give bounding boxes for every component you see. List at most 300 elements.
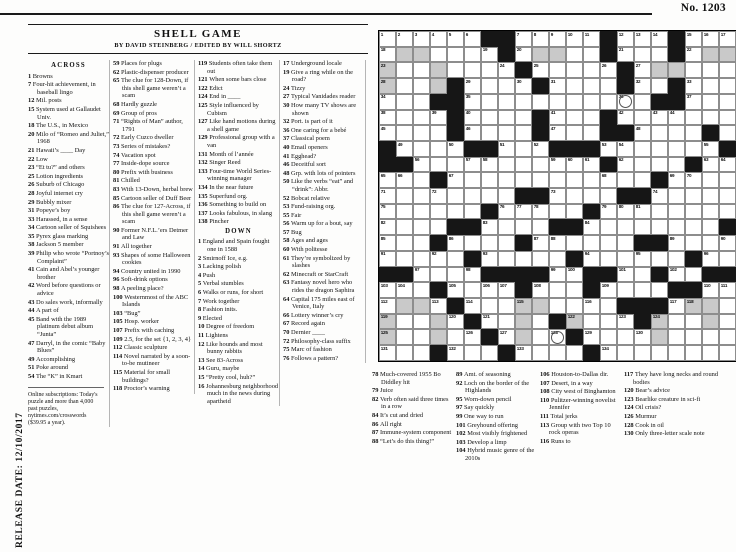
grid-cell[interactable]	[566, 47, 583, 63]
grid-cell[interactable]	[685, 94, 702, 110]
grid-cell[interactable]	[532, 204, 549, 220]
grid-cell[interactable]	[396, 282, 413, 298]
grid-cell[interactable]	[532, 282, 549, 298]
grid-cell[interactable]	[685, 125, 702, 141]
grid-cell[interactable]	[651, 204, 668, 220]
grid-cell[interactable]	[464, 188, 481, 204]
grid-cell[interactable]	[651, 47, 668, 63]
grid-cell[interactable]	[413, 110, 430, 126]
grid-cell[interactable]	[719, 125, 736, 141]
grid-cell[interactable]	[430, 78, 447, 94]
grid-cell[interactable]	[702, 47, 719, 63]
grid-cell[interactable]	[617, 110, 634, 126]
grid-cell[interactable]	[685, 235, 702, 251]
grid-cell[interactable]	[702, 298, 719, 314]
grid-cell[interactable]	[617, 251, 634, 267]
grid-cell[interactable]	[396, 172, 413, 188]
grid-cell[interactable]	[481, 94, 498, 110]
grid-cell[interactable]	[634, 329, 651, 345]
grid-cell[interactable]	[617, 157, 634, 173]
grid-cell[interactable]	[702, 94, 719, 110]
grid-cell[interactable]	[702, 235, 719, 251]
grid-cell[interactable]	[600, 204, 617, 220]
grid-cell[interactable]	[685, 78, 702, 94]
grid-cell[interactable]	[413, 172, 430, 188]
grid-cell[interactable]	[668, 125, 685, 141]
grid-cell[interactable]	[532, 62, 549, 78]
grid-cell[interactable]	[719, 31, 736, 47]
grid-cell[interactable]	[464, 31, 481, 47]
grid-cell[interactable]	[566, 314, 583, 330]
grid-cell[interactable]	[668, 172, 685, 188]
grid-cell[interactable]	[566, 110, 583, 126]
grid-cell[interactable]	[685, 314, 702, 330]
grid-cell[interactable]	[430, 47, 447, 63]
grid-cell[interactable]	[447, 267, 464, 283]
grid-cell[interactable]	[600, 172, 617, 188]
grid-cell[interactable]	[634, 251, 651, 267]
grid-cell[interactable]	[498, 219, 515, 235]
grid-cell[interactable]	[413, 78, 430, 94]
grid-cell[interactable]	[549, 172, 566, 188]
grid-cell[interactable]	[651, 141, 668, 157]
grid-cell[interactable]	[481, 125, 498, 141]
grid-cell[interactable]	[719, 329, 736, 345]
grid-cell[interactable]	[498, 235, 515, 251]
grid-cell[interactable]	[651, 345, 668, 361]
grid-cell[interactable]	[583, 314, 600, 330]
grid-cell[interactable]	[634, 282, 651, 298]
grid-cell[interactable]	[549, 204, 566, 220]
grid-cell[interactable]	[532, 235, 549, 251]
grid-cell[interactable]	[447, 204, 464, 220]
grid-cell[interactable]	[719, 298, 736, 314]
grid-cell[interactable]	[396, 125, 413, 141]
grid-cell[interactable]	[600, 329, 617, 345]
grid-cell[interactable]	[685, 62, 702, 78]
grid-cell[interactable]	[481, 314, 498, 330]
grid-cell[interactable]	[685, 172, 702, 188]
grid-cell[interactable]	[583, 172, 600, 188]
grid-cell[interactable]	[532, 172, 549, 188]
grid-cell[interactable]	[498, 78, 515, 94]
grid-cell[interactable]	[430, 251, 447, 267]
grid-cell[interactable]	[413, 235, 430, 251]
grid-cell[interactable]	[651, 110, 668, 126]
grid-cell[interactable]	[583, 47, 600, 63]
grid-cell[interactable]	[413, 94, 430, 110]
grid-cell[interactable]	[634, 219, 651, 235]
grid-cell[interactable]	[481, 298, 498, 314]
grid-cell[interactable]	[685, 141, 702, 157]
grid-cell[interactable]	[634, 110, 651, 126]
grid-cell[interactable]	[379, 78, 396, 94]
grid-cell[interactable]	[464, 94, 481, 110]
grid-cell[interactable]	[668, 62, 685, 78]
grid-cell[interactable]	[396, 204, 413, 220]
grid-cell[interactable]	[532, 298, 549, 314]
grid-cell[interactable]	[515, 345, 532, 361]
grid-cell[interactable]	[532, 314, 549, 330]
grid-cell[interactable]	[532, 157, 549, 173]
grid-cell[interactable]	[447, 329, 464, 345]
grid-cell[interactable]	[685, 345, 702, 361]
grid-cell[interactable]	[464, 204, 481, 220]
grid-cell[interactable]	[396, 78, 413, 94]
grid-cell[interactable]	[617, 31, 634, 47]
grid-cell[interactable]	[549, 298, 566, 314]
grid-cell[interactable]	[668, 204, 685, 220]
grid-cell[interactable]	[668, 110, 685, 126]
grid-cell[interactable]	[702, 172, 719, 188]
grid-cell[interactable]	[447, 62, 464, 78]
grid-cell[interactable]	[702, 157, 719, 173]
grid-cell[interactable]	[379, 94, 396, 110]
grid-cell[interactable]	[515, 78, 532, 94]
grid-cell[interactable]	[430, 298, 447, 314]
grid-cell[interactable]	[634, 345, 651, 361]
grid-cell[interactable]	[719, 78, 736, 94]
grid-cell[interactable]	[583, 157, 600, 173]
grid-cell[interactable]	[447, 31, 464, 47]
grid-cell[interactable]	[379, 235, 396, 251]
grid-cell[interactable]	[719, 172, 736, 188]
grid-cell[interactable]	[617, 141, 634, 157]
grid-cell[interactable]	[379, 125, 396, 141]
grid-cell[interactable]	[464, 267, 481, 283]
grid-cell[interactable]	[617, 345, 634, 361]
grid-cell[interactable]	[600, 235, 617, 251]
grid-cell[interactable]	[464, 329, 481, 345]
grid-cell[interactable]	[566, 172, 583, 188]
grid-cell[interactable]	[413, 282, 430, 298]
grid-cell[interactable]	[413, 62, 430, 78]
grid-cell[interactable]	[685, 47, 702, 63]
grid-cell[interactable]	[600, 188, 617, 204]
grid-cell[interactable]	[430, 141, 447, 157]
grid-cell[interactable]	[566, 345, 583, 361]
grid-cell[interactable]	[583, 31, 600, 47]
grid-cell[interactable]	[430, 219, 447, 235]
grid-cell[interactable]	[651, 188, 668, 204]
grid-cell[interactable]	[685, 298, 702, 314]
grid-cell[interactable]	[583, 62, 600, 78]
grid-cell[interactable]	[634, 62, 651, 78]
grid-cell[interactable]	[549, 47, 566, 63]
grid-cell[interactable]	[515, 94, 532, 110]
grid-cell[interactable]	[651, 219, 668, 235]
grid-cell[interactable]	[532, 329, 549, 345]
grid-cell[interactable]	[447, 345, 464, 361]
grid-cell[interactable]	[617, 94, 634, 110]
grid-cell[interactable]	[651, 78, 668, 94]
grid-cell[interactable]	[702, 251, 719, 267]
grid-cell[interactable]	[634, 78, 651, 94]
grid-cell[interactable]	[617, 235, 634, 251]
grid-cell[interactable]	[413, 125, 430, 141]
grid-cell[interactable]	[719, 235, 736, 251]
grid-cell[interactable]	[396, 31, 413, 47]
grid-cell[interactable]	[515, 157, 532, 173]
grid-cell[interactable]	[481, 345, 498, 361]
grid-cell[interactable]	[481, 110, 498, 126]
grid-cell[interactable]	[447, 157, 464, 173]
grid-cell[interactable]	[379, 110, 396, 126]
grid-cell[interactable]	[634, 94, 651, 110]
grid-cell[interactable]	[515, 141, 532, 157]
grid-cell[interactable]	[668, 329, 685, 345]
grid-cell[interactable]	[651, 329, 668, 345]
grid-cell[interactable]	[566, 78, 583, 94]
grid-cell[interactable]	[702, 314, 719, 330]
grid-cell[interactable]	[396, 314, 413, 330]
grid-cell[interactable]	[566, 267, 583, 283]
grid-cell[interactable]	[379, 298, 396, 314]
grid-cell[interactable]	[617, 314, 634, 330]
grid-cell[interactable]	[515, 31, 532, 47]
grid-cell[interactable]	[549, 345, 566, 361]
grid-cell[interactable]	[617, 329, 634, 345]
grid-cell[interactable]	[668, 141, 685, 157]
grid-cell[interactable]	[668, 219, 685, 235]
grid-cell[interactable]	[634, 172, 651, 188]
grid-cell[interactable]	[668, 345, 685, 361]
grid-cell[interactable]	[668, 267, 685, 283]
grid-cell[interactable]	[515, 204, 532, 220]
grid-cell[interactable]	[379, 282, 396, 298]
grid-cell[interactable]	[481, 172, 498, 188]
grid-cell[interactable]	[668, 298, 685, 314]
grid-cell[interactable]	[396, 188, 413, 204]
grid-cell[interactable]	[413, 204, 430, 220]
grid-cell[interactable]	[702, 219, 719, 235]
grid-cell[interactable]	[379, 219, 396, 235]
grid-cell[interactable]	[396, 94, 413, 110]
grid-cell[interactable]	[413, 298, 430, 314]
grid-cell[interactable]	[583, 110, 600, 126]
grid-cell[interactable]	[481, 219, 498, 235]
grid-cell[interactable]	[515, 125, 532, 141]
grid-cell[interactable]	[566, 235, 583, 251]
grid-cell[interactable]	[634, 141, 651, 157]
grid-cell[interactable]	[498, 329, 515, 345]
grid-cell[interactable]	[430, 125, 447, 141]
grid-cell[interactable]	[481, 188, 498, 204]
grid-cell[interactable]	[532, 47, 549, 63]
grid-cell[interactable]	[600, 282, 617, 298]
grid-cell[interactable]	[651, 62, 668, 78]
grid-cell[interactable]	[498, 110, 515, 126]
grid-cell[interactable]	[634, 47, 651, 63]
grid-cell[interactable]	[702, 78, 719, 94]
grid-cell[interactable]	[600, 251, 617, 267]
grid-cell[interactable]	[566, 94, 583, 110]
grid-cell[interactable]	[498, 62, 515, 78]
grid-cell[interactable]	[651, 251, 668, 267]
grid-cell[interactable]	[498, 314, 515, 330]
grid-cell[interactable]	[549, 78, 566, 94]
grid-cell[interactable]	[617, 172, 634, 188]
grid-cell[interactable]	[549, 282, 566, 298]
grid-cell[interactable]	[634, 125, 651, 141]
grid-cell[interactable]	[549, 157, 566, 173]
grid-cell[interactable]	[515, 110, 532, 126]
grid-cell[interactable]	[549, 188, 566, 204]
grid-cell[interactable]	[668, 314, 685, 330]
grid-cell[interactable]	[379, 329, 396, 345]
grid-cell[interactable]	[413, 314, 430, 330]
grid-cell[interactable]	[651, 125, 668, 141]
grid-cell[interactable]	[430, 110, 447, 126]
grid-cell[interactable]	[600, 345, 617, 361]
grid-cell[interactable]	[702, 204, 719, 220]
grid-cell[interactable]	[396, 235, 413, 251]
grid-cell[interactable]	[379, 188, 396, 204]
grid-cell[interactable]	[549, 125, 566, 141]
grid-cell[interactable]	[549, 110, 566, 126]
grid-cell[interactable]	[549, 251, 566, 267]
grid-cell[interactable]	[464, 110, 481, 126]
grid-cell[interactable]	[719, 47, 736, 63]
grid-cell[interactable]	[379, 314, 396, 330]
grid-cell[interactable]	[447, 235, 464, 251]
grid-cell[interactable]	[600, 298, 617, 314]
grid-cell[interactable]	[634, 204, 651, 220]
grid-cell[interactable]	[481, 62, 498, 78]
grid-cell[interactable]	[566, 125, 583, 141]
grid-cell[interactable]	[583, 298, 600, 314]
grid-cell[interactable]	[634, 31, 651, 47]
grid-cell[interactable]	[447, 188, 464, 204]
grid-cell[interactable]	[498, 282, 515, 298]
grid-cell[interactable]	[719, 282, 736, 298]
grid-cell[interactable]	[430, 314, 447, 330]
grid-cell[interactable]	[549, 94, 566, 110]
grid-cell[interactable]	[481, 78, 498, 94]
grid-cell[interactable]	[668, 157, 685, 173]
grid-cell[interactable]	[651, 282, 668, 298]
grid-cell[interactable]	[532, 31, 549, 47]
grid-cell[interactable]	[515, 329, 532, 345]
grid-cell[interactable]	[430, 157, 447, 173]
grid-cell[interactable]	[685, 329, 702, 345]
grid-cell[interactable]	[549, 62, 566, 78]
grid-cell[interactable]	[719, 110, 736, 126]
grid-cell[interactable]	[396, 141, 413, 157]
grid-cell[interactable]	[566, 282, 583, 298]
grid-cell[interactable]	[600, 219, 617, 235]
grid-cell[interactable]	[430, 31, 447, 47]
grid-cell[interactable]	[532, 219, 549, 235]
grid-cell[interactable]	[532, 251, 549, 267]
grid-cell[interactable]	[549, 31, 566, 47]
grid-cell[interactable]	[566, 204, 583, 220]
grid-cell[interactable]	[685, 188, 702, 204]
grid-cell[interactable]	[532, 94, 549, 110]
grid-cell[interactable]	[685, 110, 702, 126]
grid-cell[interactable]	[413, 188, 430, 204]
grid-cell[interactable]	[413, 219, 430, 235]
grid-cell[interactable]	[617, 219, 634, 235]
grid-cell[interactable]	[515, 47, 532, 63]
grid-cell[interactable]	[583, 78, 600, 94]
grid-cell[interactable]	[430, 62, 447, 78]
grid-cell[interactable]	[464, 298, 481, 314]
grid-cell[interactable]	[464, 235, 481, 251]
grid-cell[interactable]	[464, 62, 481, 78]
grid-cell[interactable]	[583, 235, 600, 251]
grid-cell[interactable]	[447, 172, 464, 188]
grid-cell[interactable]	[379, 31, 396, 47]
grid-cell[interactable]	[634, 157, 651, 173]
grid-cell[interactable]	[515, 314, 532, 330]
grid-cell[interactable]	[464, 282, 481, 298]
grid-cell[interactable]	[498, 141, 515, 157]
grid-cell[interactable]	[600, 78, 617, 94]
grid-cell[interactable]	[600, 62, 617, 78]
grid-cell[interactable]	[498, 298, 515, 314]
grid-cell[interactable]	[379, 47, 396, 63]
grid-cell[interactable]	[702, 110, 719, 126]
grid-cell[interactable]	[430, 188, 447, 204]
grid-cell[interactable]	[566, 157, 583, 173]
grid-cell[interactable]	[413, 157, 430, 173]
grid-cell[interactable]	[481, 157, 498, 173]
grid-cell[interactable]	[379, 172, 396, 188]
grid-cell[interactable]	[498, 188, 515, 204]
grid-cell[interactable]	[719, 157, 736, 173]
grid-cell[interactable]	[702, 345, 719, 361]
grid-cell[interactable]	[685, 219, 702, 235]
grid-cell[interactable]	[583, 219, 600, 235]
grid-cell[interactable]	[685, 204, 702, 220]
grid-cell[interactable]	[515, 172, 532, 188]
grid-cell[interactable]	[481, 235, 498, 251]
grid-cell[interactable]	[464, 157, 481, 173]
grid-cell[interactable]	[719, 345, 736, 361]
grid-cell[interactable]	[430, 329, 447, 345]
grid-cell[interactable]	[498, 125, 515, 141]
grid-cell[interactable]	[549, 329, 566, 345]
grid-cell[interactable]	[583, 188, 600, 204]
grid-cell[interactable]	[719, 251, 736, 267]
grid-cell[interactable]	[430, 267, 447, 283]
grid-cell[interactable]	[668, 251, 685, 267]
grid-cell[interactable]	[719, 204, 736, 220]
grid-cell[interactable]	[702, 141, 719, 157]
grid-cell[interactable]	[532, 141, 549, 157]
grid-cell[interactable]	[413, 141, 430, 157]
grid-cell[interactable]	[464, 125, 481, 141]
grid-cell[interactable]	[498, 204, 515, 220]
grid-cell[interactable]	[651, 31, 668, 47]
grid-cell[interactable]	[685, 31, 702, 47]
grid-cell[interactable]	[668, 188, 685, 204]
grid-cell[interactable]	[617, 267, 634, 283]
grid-cell[interactable]	[447, 314, 464, 330]
grid-cell[interactable]	[549, 267, 566, 283]
grid-cell[interactable]	[396, 251, 413, 267]
grid-cell[interactable]	[566, 31, 583, 47]
grid-cell[interactable]	[600, 314, 617, 330]
grid-cell[interactable]	[583, 251, 600, 267]
grid-cell[interactable]	[668, 235, 685, 251]
grid-cell[interactable]	[498, 157, 515, 173]
grid-cell[interactable]	[396, 219, 413, 235]
grid-cell[interactable]	[447, 251, 464, 267]
grid-cell[interactable]	[413, 31, 430, 47]
grid-cell[interactable]	[464, 345, 481, 361]
